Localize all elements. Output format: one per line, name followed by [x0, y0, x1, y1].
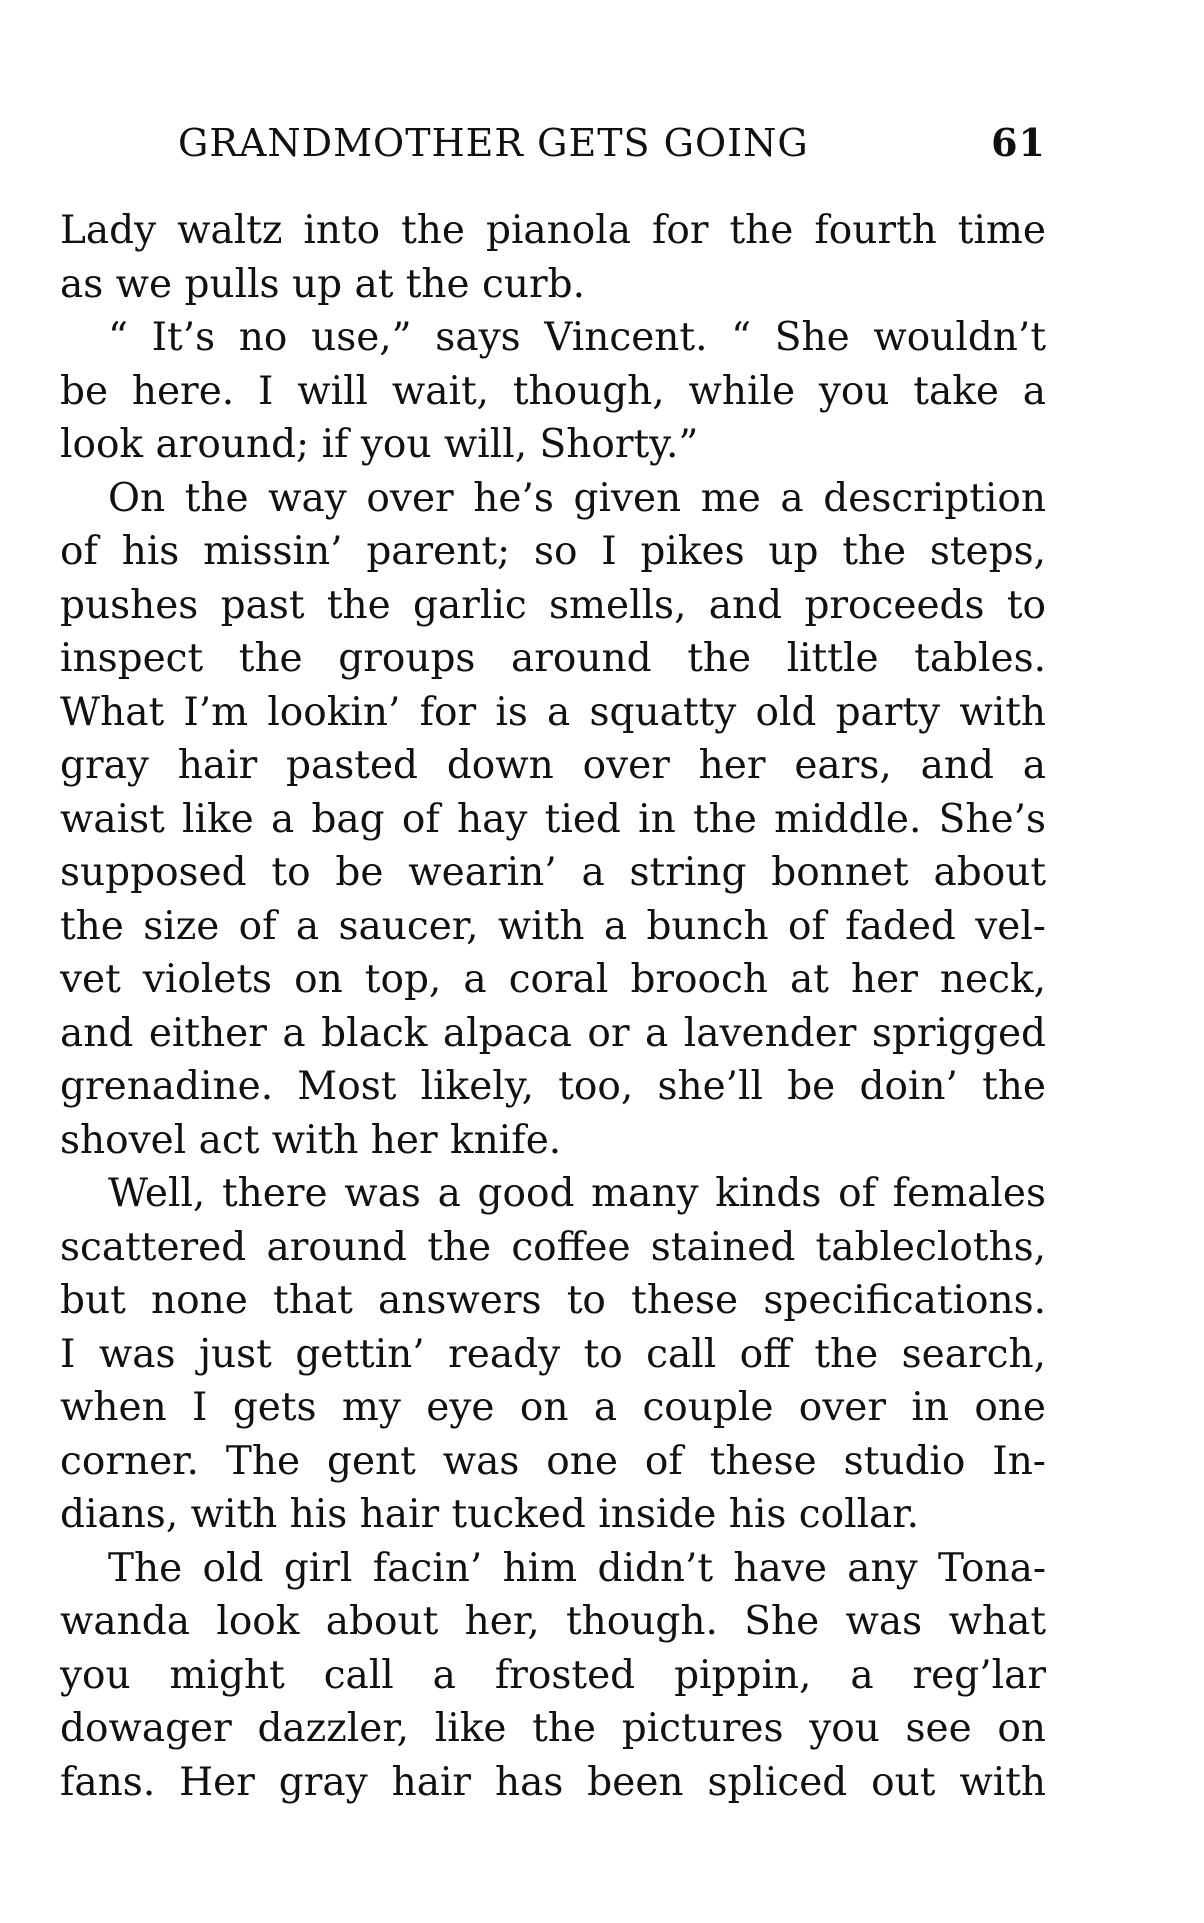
paragraph-4: [60, 1167, 1046, 1542]
text-line: waist like a bag of hay tied in the middle. She’s: [60, 796, 1046, 842]
page-number: 61: [991, 120, 1046, 165]
text-line: dians, with his hair tucked inside his collar.: [60, 1492, 920, 1537]
text-line: corner. The gent was one of these studio In-: [60, 1438, 1046, 1484]
text-line: What I’m lookin’ for is a squatty old party with: [60, 689, 1046, 735]
text-line: but none that answers to these specifications.: [60, 1278, 1046, 1323]
text-line: scattered around the coffee stained tablecloths,: [60, 1224, 1046, 1270]
text-line: look around; if you will, Shorty.”: [60, 422, 699, 467]
running-title: GRANDMOTHER GETS GOING: [178, 121, 809, 165]
text-line: On the way over he’s given me a description: [108, 475, 1046, 521]
text-line: as we pulls up at the curb.: [60, 261, 585, 307]
paragraph-3: [60, 472, 1046, 1168]
text-line: you might call a frosted pippin, a reg’lar: [60, 1652, 1046, 1698]
text-line: shovel act with her knife.: [60, 1117, 562, 1163]
text-line: Well, there was a good many kinds of females: [108, 1171, 1046, 1216]
text-line: Lady waltz into the pianola for the fourth time: [60, 208, 1046, 253]
text-line: when I gets my eye on a couple over in one: [60, 1385, 1046, 1430]
text-line: grenadine. Most likely, too, she’ll be doin’ the: [60, 1064, 1046, 1109]
text-line: of his missin’ parent; so I pikes up the steps,: [60, 529, 1046, 574]
text-line: vet violets on top, a coral brooch at her neck,: [60, 957, 1046, 1002]
text-line: and either a black alpaca or a lavender sprigged: [60, 1010, 1046, 1056]
text-line: gray hair pasted down over her ears, and a: [60, 743, 1046, 788]
text-line: fans. Her gray hair has been spliced out with: [60, 1759, 1046, 1805]
text-line: “ It’s no use,” says Vincent. “ She wouldn’t: [108, 315, 1046, 360]
text-line: pushes past the garlic smells, and proceeds to: [60, 582, 1046, 628]
text-line: I was just gettin’ ready to call off the search,: [60, 1331, 1046, 1377]
text-line: supposed to be wearin’ a string bonnet about: [60, 850, 1046, 895]
text-line: the size of a saucer, with a bunch of faded vel-: [60, 903, 1046, 949]
paragraph-1: [60, 204, 1046, 311]
text-line: dowager dazzler, like the pictures you see on: [60, 1706, 1046, 1751]
running-head: [178, 118, 1046, 168]
text-line: The old girl facin’ him didn’t have any Tona-: [108, 1545, 1046, 1591]
paragraph-2: [60, 311, 1046, 472]
text-line: wanda look about her, though. She was what: [60, 1599, 1046, 1644]
text-line: be here. I will wait, though, while you take a: [60, 368, 1046, 414]
body-text: [60, 204, 1046, 1809]
paragraph-5: [60, 1542, 1046, 1810]
text-line: inspect the groups around the little tables.: [60, 636, 1046, 681]
